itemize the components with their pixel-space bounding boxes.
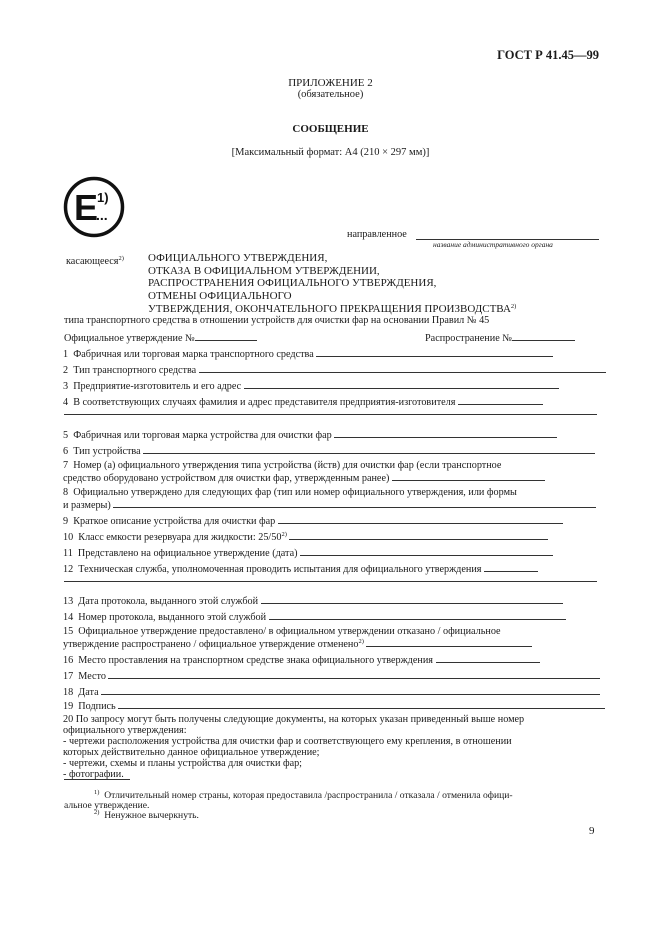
form-item: 2 Тип транспортного средства [63,363,606,377]
page-number: 9 [589,825,595,837]
item-fill-line[interactable] [316,347,553,357]
form-item: 7 Номер (а) официального утверждения типа устройства (йств) для очистки фар (если транспортное [63,460,502,471]
form-item-cont: средство оборудовано устройством для очистки фар, утвержденным ранее) [63,471,545,485]
item-fill-line[interactable] [244,379,559,389]
footnote-1-cont: альное утверждение. [64,800,150,811]
form-item: 9 Краткое описание устройства для очистки фар [63,514,563,528]
item-fill-line[interactable] [199,363,606,373]
extension-number-field: Распространение № [425,331,575,345]
form-item: 18 Дата [63,685,600,699]
form-item: 14 Номер протокола, выданного этой службой [63,610,566,624]
concerning-line: УТВЕРЖДЕНИЯ, ОКОНЧАТЕЛЬНОГО ПРЕКРАЩЕНИЯ ПРОИЗВОДСТВА$^{2)}$ [148,302,517,315]
item-continuation-line[interactable] [64,414,597,415]
concerning-label: касающееся$^{2)}$ [66,255,124,267]
item20-line: официального утверждения: [63,725,187,736]
form-item: 10 Класс емкости резервуара для жидкости: 25/50$^{2)}$ [63,530,548,544]
concerning-line: ОФИЦИАЛЬНОГО УТВЕРЖДЕНИЯ, [148,252,328,264]
concerning-line: ОТМЕНЫ ОФИЦИАЛЬНОГО [148,289,292,302]
form-item: 6 Тип устройства [63,444,595,458]
item-fill-line[interactable] [269,610,566,620]
extension-number-line[interactable] [512,331,575,341]
appendix-subtitle: (обязательное) [297,89,364,100]
e-mark-sup: 1) [97,190,109,205]
item-fill-line[interactable] [334,428,557,438]
document-title: СООБЩЕНИЕ [292,123,369,135]
form-item: 1 Фабричная или торговая марка транспортного средства [63,347,553,361]
item-fill-line[interactable] [113,498,596,508]
item-fill-line[interactable] [143,444,595,454]
form-item: 19 Подпись [63,699,605,713]
item-fill-line[interactable] [300,546,553,556]
item-continuation-line[interactable] [64,581,597,582]
form-item: 4 В соответствующих случаях фамилия и адрес представителя предприятия-изготовителя [63,395,543,409]
footnote-1: $^{1)}$ Отличительный номер страны, которая предоставила /распространила / отказала / отменила офици- [94,789,513,801]
item-fill-line[interactable] [118,699,605,709]
form-item: 15 Официальное утверждение предоставлено/ в официальном утверждении отказано / официальное [63,626,501,637]
directed-label: направленное [347,229,407,240]
e-mark-dots: ... [96,207,108,223]
item-fill-line[interactable] [278,514,563,524]
form-item-cont: утверждение распространено / официальное утверждение отменено$^{2)}$ [63,637,532,651]
form-item: 11 Представлено на официальное утверждение (дата) [63,546,553,560]
form-item: 13 Дата протокола, выданного этой службой [63,594,563,608]
e-mark-icon [63,176,125,238]
standard-number: ГОСТ Р 41.45—99 [497,48,599,62]
item20-line: - чертежи, схемы и планы устройства для очистки фар; [63,758,303,769]
form-item: 8 Официально утверждено для следующих фар (тип или номер официального утверждения, или формы [63,487,517,498]
item-fill-line[interactable] [436,653,540,663]
form-item: 12 Техническая служба, уполномоченная проводить испытания для официального утверждения [63,562,538,576]
item-fill-line[interactable] [392,471,545,481]
directed-caption: название административного органа [433,240,553,249]
item-fill-line[interactable] [366,637,532,647]
item-fill-line[interactable] [458,395,543,405]
item20-line: - чертежи расположения устройства для очистки фар и соответствующего ему крепления, в отношении [63,736,512,747]
form-item: 17 Место [63,669,600,683]
format-note: [Максимальный формат: А4 (210 × 297 мм)] [231,147,430,158]
item20-line: которых действительно данное официальное утверждение; [63,747,320,758]
form-item: 5 Фабричная или торговая марка устройства для очистки фар [63,428,557,442]
concerning-block [148,252,516,315]
basis-text: типа транспортного средства в отношении устройств для очистки фар на основании Правил № 45 [64,315,490,326]
item-fill-line[interactable] [101,685,600,695]
item20-line: 20 По запросу могут быть получены следующие документы, на которых указан приведенный выше номер [63,714,525,725]
form-item-cont: и размеры) [63,498,596,512]
appendix-title: ПРИЛОЖЕНИЕ 2 [288,77,373,89]
item-fill-line[interactable] [484,562,538,572]
item-fill-line[interactable] [108,669,600,679]
concerning-line: РАСПРОСТРАНЕНИЯ ОФИЦИАЛЬНОГО УТВЕРЖДЕНИЯ, [148,277,437,290]
item-fill-line[interactable] [261,594,563,604]
e-mark-letter: E [74,187,99,228]
item20-line: - фотографии. [63,769,124,780]
form-item: 3 Предприятие-изготовитель и его адрес [63,379,559,393]
footnote-2: $^{2)}$ Ненужное вычеркнуть. [94,809,199,821]
approval-number-line[interactable] [195,331,257,341]
concerning-line: ОТКАЗА В ОФИЦИАЛЬНОМ УТВЕРЖДЕНИИ, [148,264,380,277]
footnote-rule [64,779,130,780]
form-item: 16 Место проставления на транспортном средстве знака официального утверждения [63,653,540,667]
item-fill-line[interactable] [289,530,548,540]
approval-number-field: Официальное утверждение № [64,331,257,345]
